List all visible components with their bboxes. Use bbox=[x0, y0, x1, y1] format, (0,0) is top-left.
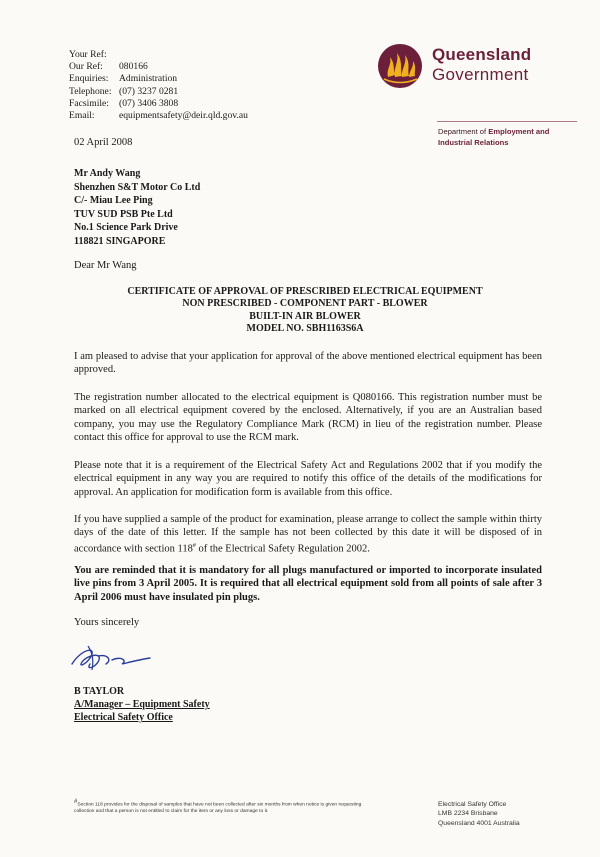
signatory-title: A/Manager – Equipment Safety bbox=[74, 699, 210, 711]
handwritten-signature bbox=[68, 638, 158, 678]
recipient-line: TUV SUD PSB Pte Ltd bbox=[74, 208, 173, 220]
office-address-line: Queensland 4001 Australia bbox=[438, 819, 520, 827]
your-ref-label: Your Ref: bbox=[69, 49, 107, 60]
department-name-part1: Employment and bbox=[488, 127, 550, 136]
email-label: Email: bbox=[69, 110, 95, 122]
facsimile-label: Facsimile: bbox=[69, 97, 109, 109]
sample-text-end: of the Electrical Safety Regulation 2002. bbox=[195, 543, 370, 555]
logo-line1: Queensland bbox=[432, 45, 532, 64]
office-address-line: LMB 2234 Brisbane bbox=[438, 810, 498, 818]
heading-line: MODEL NO. SBH1163S6A bbox=[246, 323, 364, 335]
enquiries-label: Enquiries: bbox=[69, 73, 109, 85]
paragraph-sample bbox=[74, 513, 542, 556]
salutation: Dear Mr Wang bbox=[74, 260, 137, 271]
footnote bbox=[74, 799, 364, 816]
enquiries-value: Administration bbox=[119, 73, 178, 85]
signatory-office: Electrical Safety Office bbox=[74, 712, 173, 724]
signatory-block bbox=[74, 685, 210, 725]
department-prefix: Department of bbox=[438, 127, 487, 136]
certificate-heading bbox=[60, 286, 550, 336]
sample-text: If you have supplied a sample of the product for examination, please arrange to collect the sample within thirty days of the date of this letter. If the sample has not been collected by this date it will be disposed of in accordance with section 118 bbox=[74, 514, 542, 555]
heading-line: NON PRESCRIBED - COMPONENT PART - BLOWER bbox=[182, 298, 428, 310]
paragraph-approval: I am pleased to advise that your application for approval of the above mentioned electrical equipment has been approved. bbox=[74, 351, 542, 376]
recipient-line: 118821 SINGAPORE bbox=[74, 235, 166, 247]
footnote-text: Section 118 provides for the disposal of samples that have not been collected after six months from when notice is given requesting collection and that a person is not entitled to claim for the item or any loss or damage to it. bbox=[74, 802, 362, 815]
recipient-address bbox=[74, 167, 200, 248]
facsimile-value: (07) 3406 3808 bbox=[119, 97, 179, 109]
reference-block bbox=[69, 49, 248, 122]
department-name-part2: Industrial Relations bbox=[438, 137, 509, 147]
recipient-line: Mr Andy Wang bbox=[74, 168, 141, 179]
department-name bbox=[438, 127, 549, 148]
maroon-flame-emblem-icon bbox=[376, 41, 428, 89]
paragraph-registration: The registration number allocated to the electrical equipment is Q080166. This registration number must be marked on all electrical equipment covered by the enclosed. Alternatively, if you are an Australian based company, you may use the Regulatory Compliance Mark (RCM) in lieu of the registration number. Please contact this office for approval to use the RCM mark. bbox=[74, 392, 542, 444]
email-value: equipmentsafety@deir.qld.gov.au bbox=[119, 110, 248, 122]
queensland-government-logo bbox=[376, 41, 576, 89]
signatory-name: B TAYLOR bbox=[74, 686, 125, 697]
recipient-line: No.1 Science Park Drive bbox=[74, 222, 178, 233]
office-address bbox=[438, 800, 520, 828]
heading-line: CERTIFICATE OF APPROVAL OF PRESCRIBED ELECTRICAL EQUIPMENT bbox=[127, 286, 483, 297]
telephone-label: Telephone: bbox=[69, 85, 112, 97]
recipient-line: C/- Miau Lee Ping bbox=[74, 195, 153, 206]
logo-line2: Government bbox=[432, 65, 529, 84]
footnote-mark: # bbox=[74, 799, 78, 805]
department-divider bbox=[437, 121, 577, 122]
our-ref-label: Our Ref: bbox=[69, 61, 103, 73]
office-address-line: Electrical Safety Office bbox=[438, 801, 507, 808]
heading-line: BUILT-IN AIR BLOWER bbox=[249, 310, 361, 322]
letter-date: 02 April 2008 bbox=[74, 137, 133, 148]
paragraph-modification: Please note that it is a requirement of the Electrical Safety Act and Regulations 2002 that if you modify the electrical equipment in any way you are required to notify this office of the details of the modifications for approval. An application for modification form is available from this office. bbox=[74, 460, 542, 498]
recipient-line: Shenzhen S&T Motor Co Ltd bbox=[74, 181, 201, 193]
paragraph-plug-reminder: You are reminded that it is mandatory for all plugs manufactured or imported to incorporate insulated live pins from 3 April 2005. It is required that all electrical equipment sold from all points of sale after 3 April 2006 must have insulated pin plugs. bbox=[74, 565, 542, 603]
our-ref-value: 080166 bbox=[119, 61, 148, 73]
telephone-value: (07) 3237 0281 bbox=[119, 85, 179, 97]
footnote-marker: # bbox=[192, 542, 196, 549]
closing: Yours sincerely bbox=[74, 617, 140, 628]
